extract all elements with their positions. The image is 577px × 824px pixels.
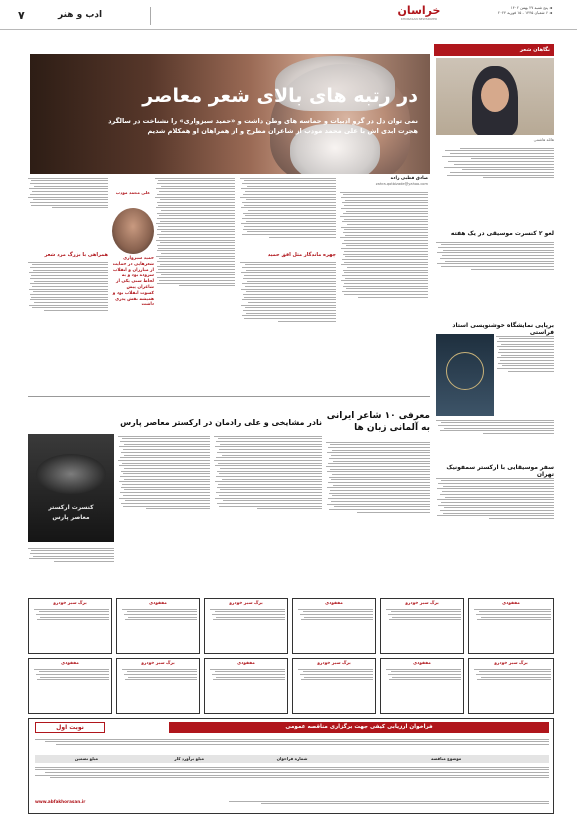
article-byline-email: zahra.qotbizade@yahoo.com xyxy=(375,182,428,186)
article-column-2-continued xyxy=(240,260,336,390)
tender-notice[interactable] xyxy=(28,718,554,814)
article-2-column-3 xyxy=(28,546,114,590)
ad-box-2-label: مفقودی xyxy=(149,601,167,606)
sidebar-item-3-text xyxy=(436,476,554,596)
sidebar-item-1-title: لغو ۲ کنسرت موسیقی در یک هفته xyxy=(450,230,554,237)
sidebar-poem-text xyxy=(436,146,554,236)
concert-photo-caption-2: معاصر پارس xyxy=(52,514,90,521)
tender-col-guarantee: مبلغ تضمین xyxy=(74,756,99,761)
article-2-title: نادر مشایخی و علی رادمان در ارکستر معاصر پارس xyxy=(120,418,322,427)
article-3-title: معرفی ۱۰ شاعر ایرانی به آلمانی زبان ها xyxy=(326,411,430,433)
classified-ads-grid xyxy=(28,598,554,714)
ad-box-5-label: برگ سبز خودرو xyxy=(405,601,439,606)
date-block xyxy=(460,5,552,15)
ad-box-7[interactable] xyxy=(28,658,112,714)
article-2-column-1 xyxy=(214,434,322,590)
hero-title: در رتبه های بالای شعر معاصر xyxy=(142,85,418,107)
ad-box-9[interactable] xyxy=(204,658,288,714)
article-subhead-2: همراهی با بزرگ مرد شعر xyxy=(44,252,108,258)
hero-subtitle: نمی توان دل در گرو ادبیات و حماسه های وطن داشت و «حمید سبزواری» را نشناخت در سالگرد هجرت ابدی اش با علی محمد مودب از شاعران مطرح و از همراهان او همکلام شدیم xyxy=(108,117,418,135)
article-subhead-1: چهره ماندگار مثل افق حمید xyxy=(267,252,336,258)
date-line-2: ◄ ۶ شعبان ۱۴۴۵ - ۱۵ فوریه ۲۰۲۴ xyxy=(497,10,552,15)
pull-quote: حمید سبزواری شعرهایی در حمایت از مبارزان و انقلاب سروده بود و به لحاظ سنی یکی از شاعران پیش کسوت انقلاب بود و همیشه نقش پدری داشت xyxy=(112,256,154,308)
section-title: ادب و هنر xyxy=(58,10,103,20)
tender-badge: نوبت اول xyxy=(35,722,105,733)
ad-box-2[interactable] xyxy=(116,598,200,654)
exhibition-poster xyxy=(436,334,494,416)
ad-box-11-label: مفقودی xyxy=(413,661,431,666)
ad-box-8[interactable] xyxy=(116,658,200,714)
caption-portrait xyxy=(112,208,154,254)
tender-title: فراخوان ارزیابی کیفی جهت برگزاری مناقصه عمومی xyxy=(169,722,549,733)
tender-table-body xyxy=(35,765,549,795)
ad-box-11[interactable] xyxy=(380,658,464,714)
logo-subtext: KHORASAN NEWSPAPER xyxy=(400,17,438,21)
ad-box-10[interactable] xyxy=(292,658,376,714)
ad-box-12[interactable] xyxy=(468,658,554,714)
logo-text: خراسان xyxy=(397,4,441,17)
concert-photo xyxy=(28,434,114,542)
hero-banner xyxy=(30,54,430,174)
ad-box-3-label: برگ سبز خودرو xyxy=(229,601,263,606)
tender-table-header xyxy=(35,755,549,763)
ad-box-9-label: مفقودی xyxy=(237,661,255,666)
author-caption: هائله هاشمی xyxy=(533,137,554,142)
section-divider xyxy=(28,396,430,397)
concert-photo-caption-1: کنسرت ارکستر xyxy=(48,504,94,511)
ad-box-8-label: برگ سبز خودرو xyxy=(141,661,175,666)
article-column-1 xyxy=(340,190,428,390)
article-byline: صادق قطبی زاده xyxy=(390,176,428,181)
ad-box-5[interactable] xyxy=(380,598,464,654)
ad-box-3[interactable] xyxy=(204,598,288,654)
sidebar-item-1-text xyxy=(436,240,554,320)
article-column-3 xyxy=(155,176,235,390)
sidebar-item-3-title: سفر موسیقایی با ارکستر سمفونیک تهران xyxy=(446,464,554,478)
ad-box-6[interactable] xyxy=(468,598,554,654)
ad-box-12-label: برگ سبز خودرو xyxy=(494,661,528,666)
sidebar-item-2-text-continued xyxy=(436,418,554,462)
tender-footer-text xyxy=(229,799,549,811)
tender-col-estimate: مبلغ برآورد کار xyxy=(174,756,204,761)
exhibition-poster-ornament xyxy=(446,352,484,390)
sidebar-column-label-bar xyxy=(434,44,554,56)
author-photo xyxy=(436,58,554,135)
sidebar-item-2-text xyxy=(496,334,554,416)
ad-box-7-label: مفقودی xyxy=(61,661,79,666)
article-3-text xyxy=(326,440,430,590)
ad-box-4-label: مفقودی xyxy=(325,601,343,606)
ad-box-10-label: برگ سبز خودرو xyxy=(317,661,351,666)
article-column-4-continued xyxy=(28,260,108,390)
ad-box-1[interactable] xyxy=(28,598,112,654)
ad-box-4[interactable] xyxy=(292,598,376,654)
newspaper-logo xyxy=(384,4,454,21)
header-divider xyxy=(150,7,151,25)
tender-col-subject: موضوع مناقصه xyxy=(431,756,462,761)
caption-name: علی محمد مودب xyxy=(115,190,151,195)
ad-box-1-label: برگ سبز خودرو xyxy=(53,601,87,606)
page-header xyxy=(0,0,577,30)
date-line-1: ◄ پنج شنبه ۲۷ بهمن ۱۴۰۲ xyxy=(510,5,552,10)
tender-intro-text xyxy=(35,737,549,753)
author-photo-face xyxy=(481,78,509,112)
sidebar-item-2-title: برپایی نمایشگاه خوشنویسی استاد فراستی xyxy=(452,322,554,336)
page-number: ۷ xyxy=(18,9,25,22)
tender-col-number: شماره فراخوان xyxy=(276,756,308,761)
tender-website[interactable]: www.abfakhorasan.ir xyxy=(35,799,86,804)
article-2-column-2 xyxy=(118,434,210,590)
concert-photo-light xyxy=(36,454,106,494)
ad-box-6-label: مفقودی xyxy=(502,601,520,606)
sidebar-column-label: نگاهان شعر xyxy=(520,47,550,53)
